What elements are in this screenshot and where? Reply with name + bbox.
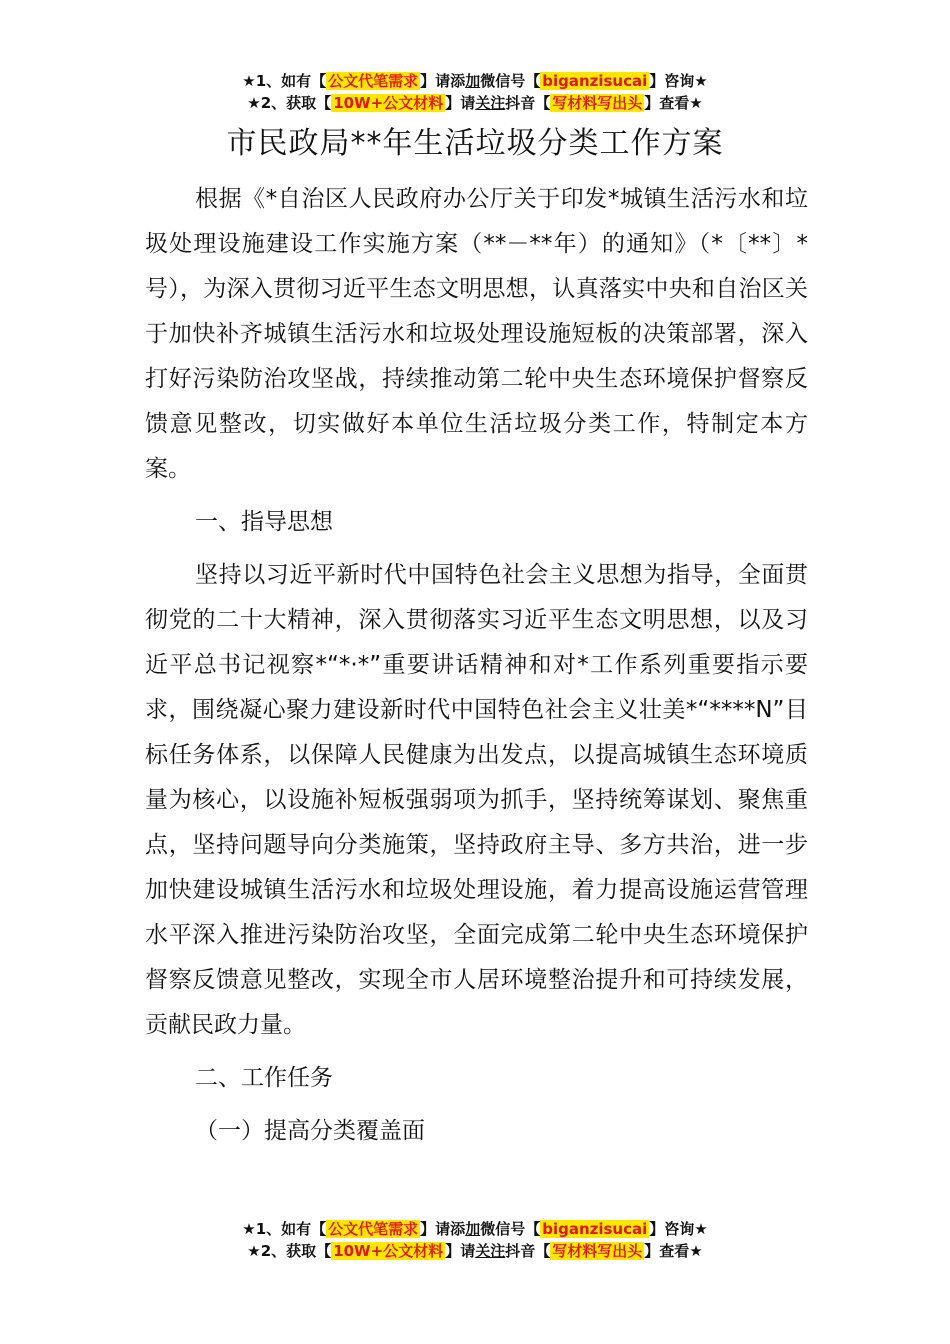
banner-line-2 xyxy=(0,1240,950,1262)
banner-text: 】咨询★ xyxy=(649,72,708,90)
banner-highlight: 公文代笔需求 xyxy=(328,72,419,90)
banner-text: 】查看★ xyxy=(644,1242,703,1260)
banner-highlight: 写材料写出头 xyxy=(552,1242,643,1260)
banner-underlined: 加 xyxy=(465,1220,481,1238)
banner-text: 】咨询★ xyxy=(649,1220,708,1238)
banner-text: 】查看★ xyxy=(644,94,703,112)
subsection-heading-1: （一）提高分类覆盖面 xyxy=(195,1118,425,1144)
section-heading-1: 一、指导思想 xyxy=(195,509,333,535)
banner-highlight: 写材料写出头 xyxy=(552,94,643,112)
banner-line-2 xyxy=(0,92,950,114)
bottom-banner xyxy=(0,1218,950,1262)
document-title: 市民政局**年生活垃圾分类工作方案 xyxy=(226,126,724,161)
banner-text: 微信号【 xyxy=(480,1220,541,1238)
banner-line-1 xyxy=(0,1218,950,1240)
paragraph-guiding-thought: 坚持以习近平新时代中国特色社会主义思想为指导，全面贯彻党的二十大精神，深入贯彻落实习近平生态文明思想，以及习近平总书记视察*“*·*”重要讲话精神和对*工作系列重要指示要求，围绕凝心聚力建设新时代中国特色社会主义壮美*“****N”目标任务体系，以保障人民健康为出发点，以提高城镇生态环境质量为核心，以设施补短板强弱项为抓手，坚持统筹谋划、聚焦重点，坚持问题导向分类施策，坚持政府主导、多方共治，进一步加快建设城镇生活污水和垃圾处理设施，着力提高设施运营管理水平深入推进污染防治攻坚，全面完成第二轮中央生态环境保护督察反馈意见整改，实现全市人居环境整治提升和可持续发展，贡献民政力量。 xyxy=(145,562,808,1038)
banner-highlight: biganzisucai xyxy=(542,1220,648,1238)
banner-underlined: 关注 xyxy=(475,94,506,112)
banner-text: ★2、获取【 xyxy=(247,1242,332,1260)
top-banner xyxy=(0,70,950,114)
paragraph-intro: 根据《*自治区人民政府办公厅关于印发*城镇生活污水和垃圾处理设施建设工作实施方案（**－**年）的通知》（*〔**〕*号），为深入贯彻习近平生态文明思想，认真落实中央和自治区关于加快补齐城镇生活污水和垃圾处理设施短板的决策部署，深入打好污染防治攻坚战，持续推动第二轮中央生态环境保护督察反馈意见整改，切实做好本单位生活垃圾分类工作，特制定本方案。 xyxy=(145,186,808,482)
banner-text: 】请 xyxy=(445,1242,476,1260)
section-heading-2: 二、工作任务 xyxy=(195,1065,333,1091)
banner-underlined: 关注 xyxy=(475,1242,506,1260)
banner-text: 】请添 xyxy=(420,72,466,90)
banner-underlined: 加 xyxy=(465,72,481,90)
banner-highlight: 公文代笔需求 xyxy=(328,1220,419,1238)
banner-highlight: 10W+公文材料 xyxy=(333,94,444,112)
banner-text: 微信号【 xyxy=(480,72,541,90)
banner-text: ★1、如有【 xyxy=(242,72,327,90)
banner-text: ★2、获取【 xyxy=(247,94,332,112)
banner-highlight: biganzisucai xyxy=(542,72,648,90)
banner-line-1 xyxy=(0,70,950,92)
banner-text: ★1、如有【 xyxy=(242,1220,327,1238)
banner-text: 抖音【 xyxy=(505,1242,551,1260)
banner-text: 抖音【 xyxy=(505,94,551,112)
banner-text: 】请添 xyxy=(420,1220,466,1238)
banner-highlight: 10W+公文材料 xyxy=(333,1242,444,1260)
banner-text: 】请 xyxy=(445,94,476,112)
document-body xyxy=(145,177,808,1154)
